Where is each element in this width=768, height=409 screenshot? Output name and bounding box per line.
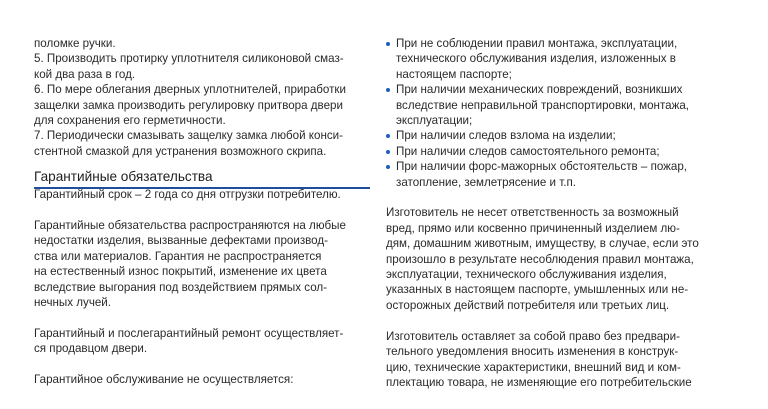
bullet-icon xyxy=(386,150,390,154)
text-line: недостатки изделия, вызванные дефектами производ- xyxy=(34,234,328,248)
text-line: вследствие неправильной транспортировки, монтажа, xyxy=(396,98,690,112)
text-line: осторожных действий потребителя или третьих лиц. xyxy=(386,298,670,312)
text-line: Изготовитель не несет ответственность за возможный xyxy=(386,206,679,220)
liability-paragraph xyxy=(386,205,736,313)
repair-paragraph xyxy=(34,326,370,357)
text-line: При наличии механических повреждений, возникших xyxy=(396,83,683,97)
text-line: указанных в настоящем паспорте, умышленных или не- xyxy=(386,283,689,297)
heading-underline xyxy=(34,187,370,189)
paragraph-gap xyxy=(386,313,736,328)
section-heading-text: Гарантийные обязательства xyxy=(34,169,213,185)
section-heading xyxy=(34,168,370,185)
paragraph-gap xyxy=(34,357,370,372)
maintenance-paragraph xyxy=(34,36,370,159)
text-line: дям, домашним животным, имуществу, в случае, если это xyxy=(386,237,699,251)
text-line: При не соблюдении правил монтажа, эксплуатации, xyxy=(396,37,678,50)
text-line: плектацию товара, не изменяющие его потребительские xyxy=(386,375,692,389)
right-column xyxy=(386,36,736,390)
bullet-icon xyxy=(386,42,390,46)
text-line: вред, прямо или косвенно причиненный изделием лю- xyxy=(386,221,680,235)
text-line: При наличии форс-мажорных обстоятельств – пожар, xyxy=(396,160,688,174)
text-line: 6. По мере облегания дверных уплотнителей, приработки xyxy=(34,83,346,97)
text-line: затопление, землетрясение и т.п. xyxy=(396,175,576,189)
text-line: Гарантийные обязательства распространяются на любые xyxy=(34,219,346,233)
text-line: на естественный износ покрытий, изменение их цвета xyxy=(34,265,327,279)
text-line: кой два раза в год. xyxy=(34,67,136,81)
text-line: для сохранения его герметичности. xyxy=(34,114,226,128)
warranty-term: Гарантийный срок – 2 года со дня отгрузки потребителю. xyxy=(34,188,341,202)
bullet-icon xyxy=(386,165,390,169)
text-line: ся продавцом двери. xyxy=(34,342,148,356)
list-item xyxy=(386,36,736,82)
paragraph-gap xyxy=(34,203,370,218)
text-line: эксплуатации, технического обслуживания изделия, xyxy=(386,268,667,282)
text-line: 5. Производить протирку уплотнителя силиконовой смаз- xyxy=(34,52,344,66)
text-line: настоящем паспорте; xyxy=(396,67,512,81)
text-line: технического обслуживания изделия, изложенных в xyxy=(396,52,676,66)
text-line: При наличии следов взлома на изделии; xyxy=(396,129,616,143)
text-line: Изготовитель оставляет за собой право без предвари- xyxy=(386,329,680,343)
warranty-scope-paragraph xyxy=(34,218,370,310)
changes-paragraph xyxy=(386,329,736,391)
text-line: тельного уведомления вносить изменения в конструк- xyxy=(386,345,679,359)
list-item xyxy=(386,82,736,128)
text-line: эксплуатации; xyxy=(396,114,473,128)
text-line: поломке ручки. xyxy=(34,37,116,50)
text-line: Гарантийное обслуживание не осуществляется: xyxy=(34,373,294,387)
list-item xyxy=(386,144,736,159)
list-item xyxy=(386,159,736,190)
text-line: цию, технические характеристики, внешний вид и ком- xyxy=(386,360,681,374)
text-line: стентной смазкой для устранения возможного скрипа. xyxy=(34,144,327,158)
exclusions-intro xyxy=(34,372,370,387)
left-column xyxy=(34,36,370,387)
text-line: При наличии следов самостоятельного ремонта; xyxy=(396,144,660,158)
paragraph-gap xyxy=(386,190,736,205)
text-line: нечных лучей. xyxy=(34,296,112,310)
exclusions-list xyxy=(386,36,736,190)
text-line: произошло в результате несоблюдения правил монтажа, xyxy=(386,252,694,266)
text-line: защелки замка производить регулировку притвора двери xyxy=(34,98,343,112)
text-line: вследствие выгорания под воздействием прямых сол- xyxy=(34,280,328,294)
text-line: 7. Периодически смазывать защелку замка любой конси- xyxy=(34,129,343,143)
list-item xyxy=(386,128,736,143)
text-line: ства или материалов. Гарантия не распространяется xyxy=(34,249,322,263)
text-line: Гарантийный и послегарантийный ремонт осуществляет- xyxy=(34,326,344,340)
bullet-icon xyxy=(386,134,390,138)
paragraph-gap xyxy=(34,310,370,325)
bullet-icon xyxy=(386,88,390,92)
